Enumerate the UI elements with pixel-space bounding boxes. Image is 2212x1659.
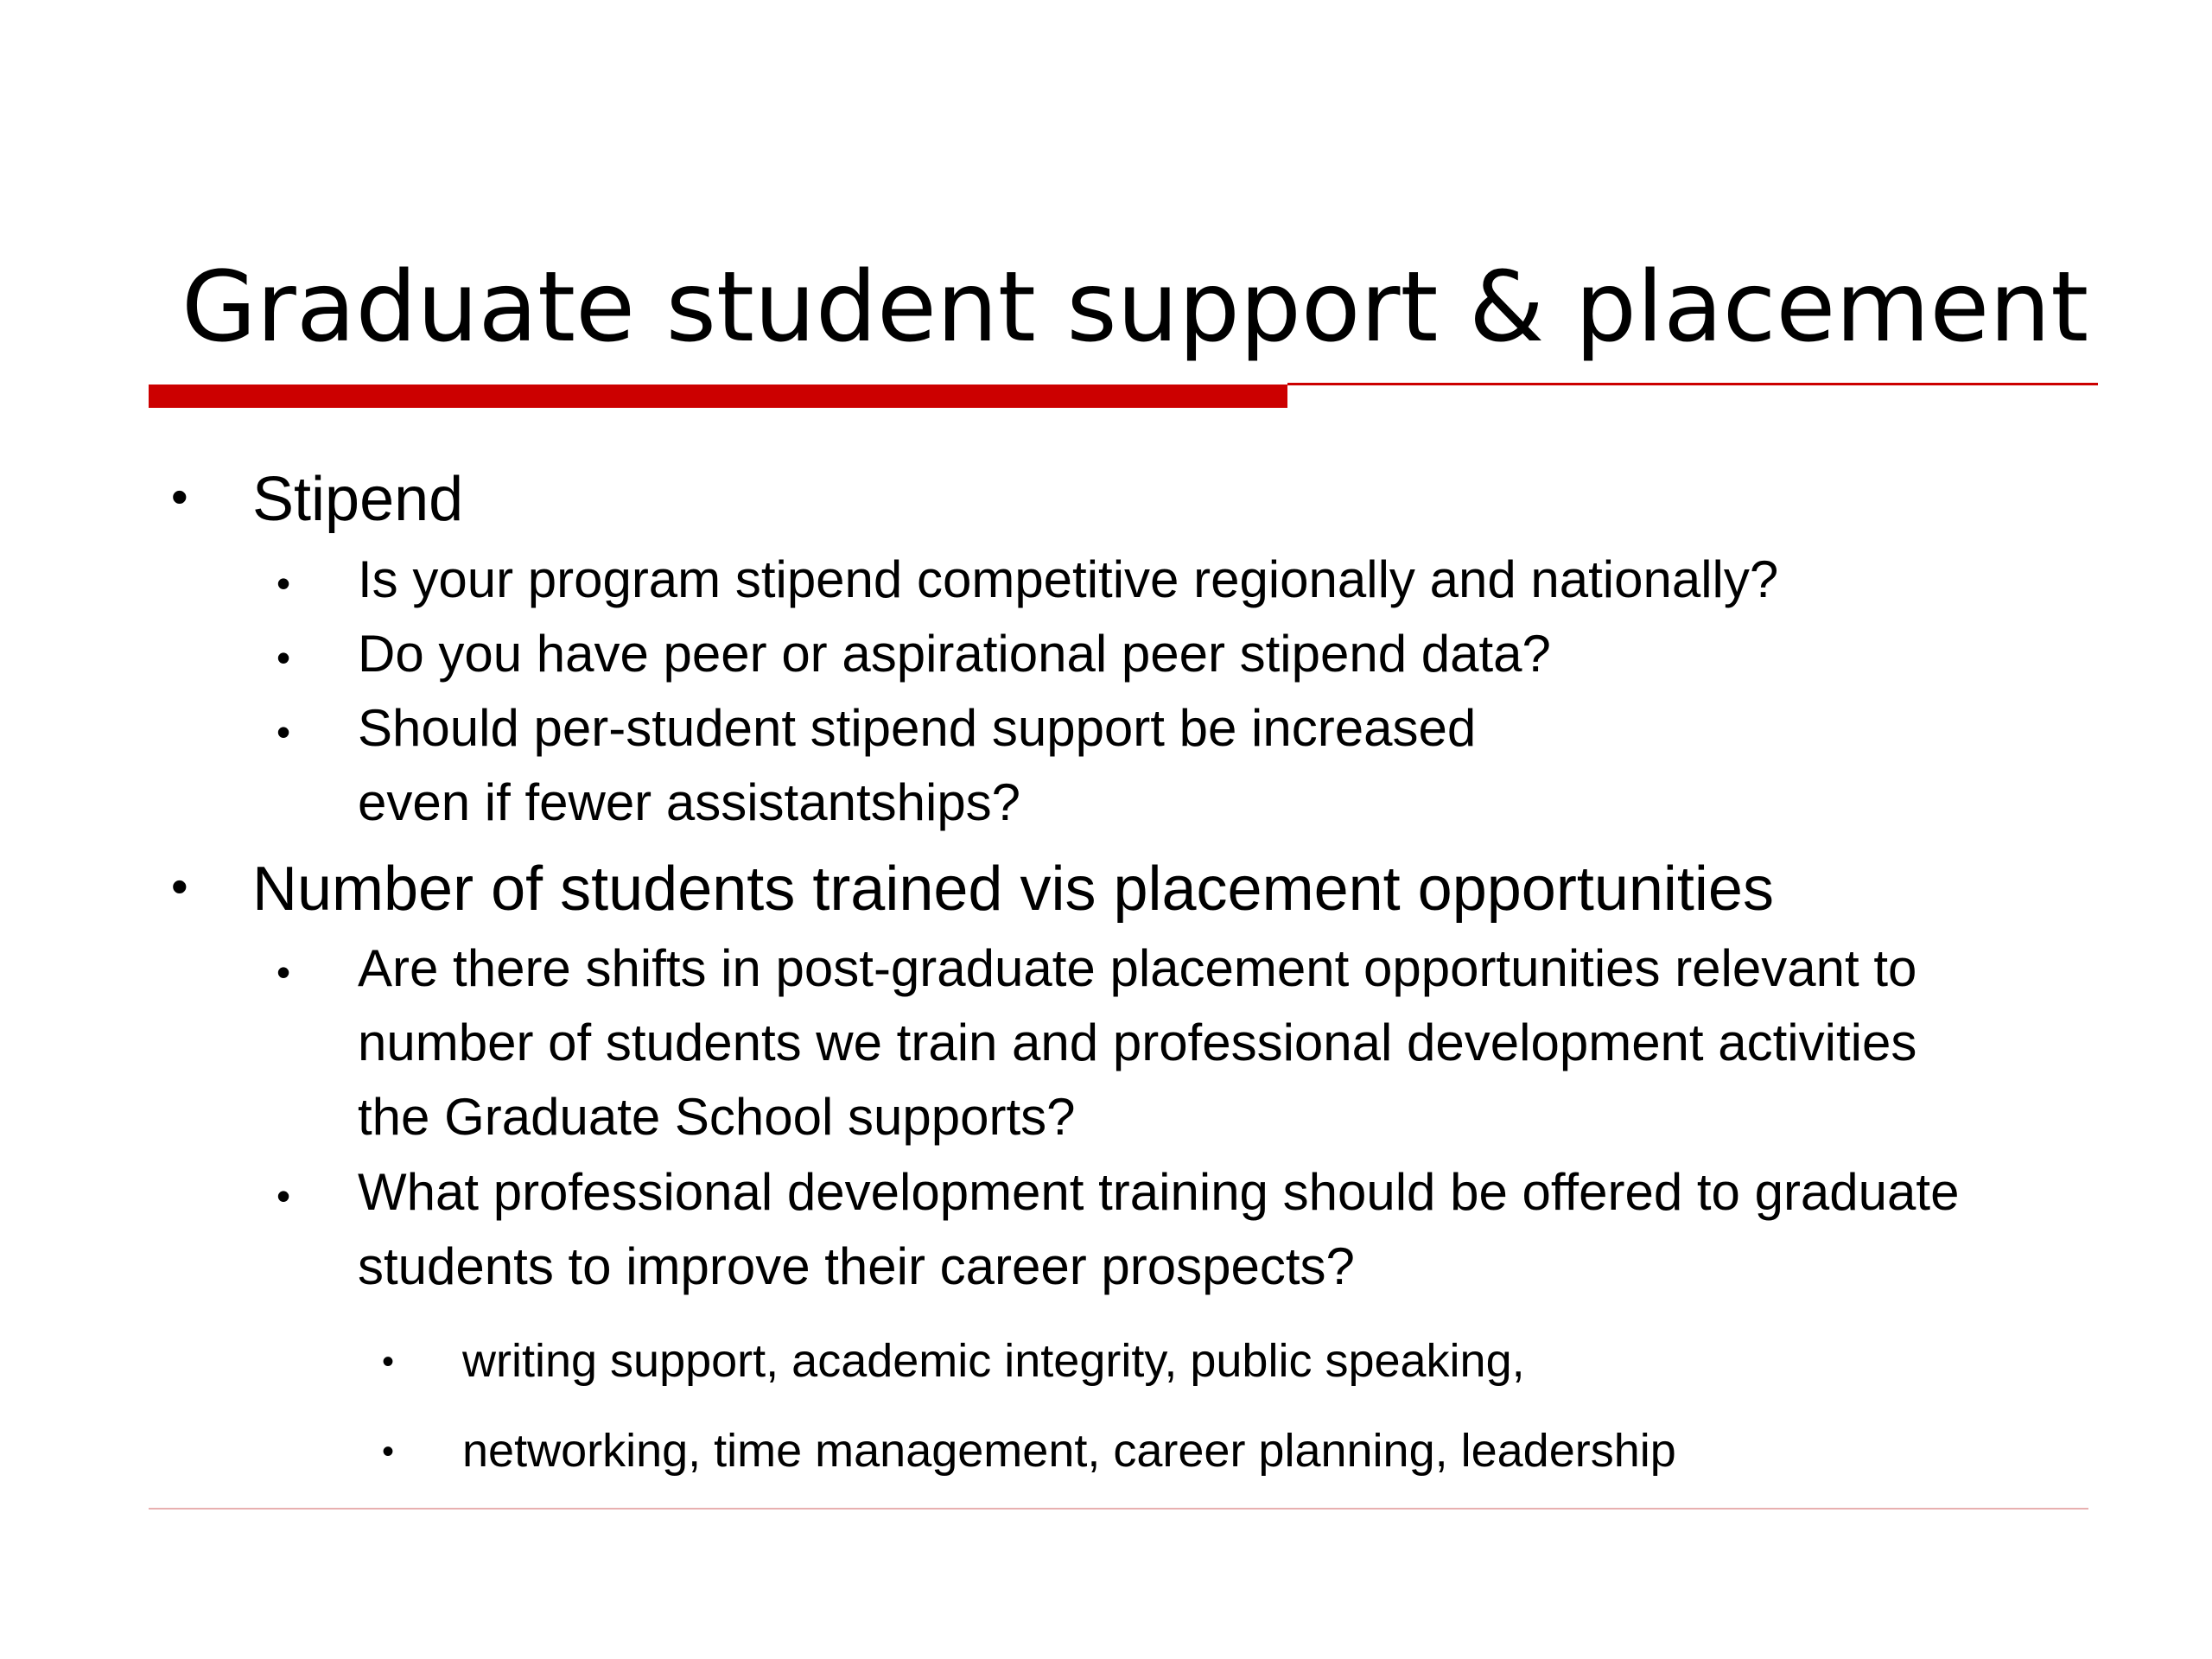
sub-bullet-line: Should per-student stipend support be increased [358, 699, 1477, 757]
sub-bullet-placement-shifts [358, 931, 1916, 1154]
sub-bullet-line: the Graduate School supports? [358, 1088, 1076, 1146]
bullet-placement: Number of students trained vis placement opportunities [252, 855, 1774, 924]
sub-sub-bullet-networking: networking, time management, career planning, leadership [462, 1425, 1676, 1477]
bullet-dot: • [171, 469, 188, 524]
bullet-dot: • [276, 1173, 291, 1218]
sub-sub-bullet-writing-support: writing support, academic integrity, public speaking, [462, 1335, 1525, 1387]
bullet-stipend: Stipend [252, 465, 464, 534]
sub-bullet-line: Are there shifts in post-graduate placement opportunities relevant to [358, 939, 1917, 997]
sub-bullet-line: even if fewer assistantships? [358, 773, 1021, 831]
sub-bullet-line: What professional development training should be offered to graduate [358, 1163, 1960, 1221]
bullet-dot: • [382, 1433, 395, 1471]
bullet-dot: • [276, 950, 291, 995]
sub-bullet-peer-data: Do you have peer or aspirational peer stipend data? [358, 625, 1551, 683]
bullet-dot: • [382, 1343, 395, 1381]
bullet-dot: • [276, 709, 291, 754]
sub-bullet-stipend-competitive: Is your program stipend competitive regionally and nationally? [358, 550, 1779, 608]
sub-bullet-professional-development [358, 1155, 1959, 1304]
bullet-dot: • [276, 635, 291, 680]
sub-bullet-line: students to improve their career prospects? [358, 1237, 1355, 1295]
bullet-dot: • [276, 561, 291, 606]
sub-bullet-stipend-increase [358, 691, 1476, 840]
bullet-dot: • [171, 859, 188, 913]
slide-title: Graduate student support & placement [181, 251, 2089, 364]
title-underline-thick [149, 385, 1287, 408]
footer-divider [149, 1508, 2088, 1510]
title-underline-thin [1287, 383, 2098, 385]
sub-bullet-line: number of students we train and professional development activities [358, 1014, 1917, 1071]
